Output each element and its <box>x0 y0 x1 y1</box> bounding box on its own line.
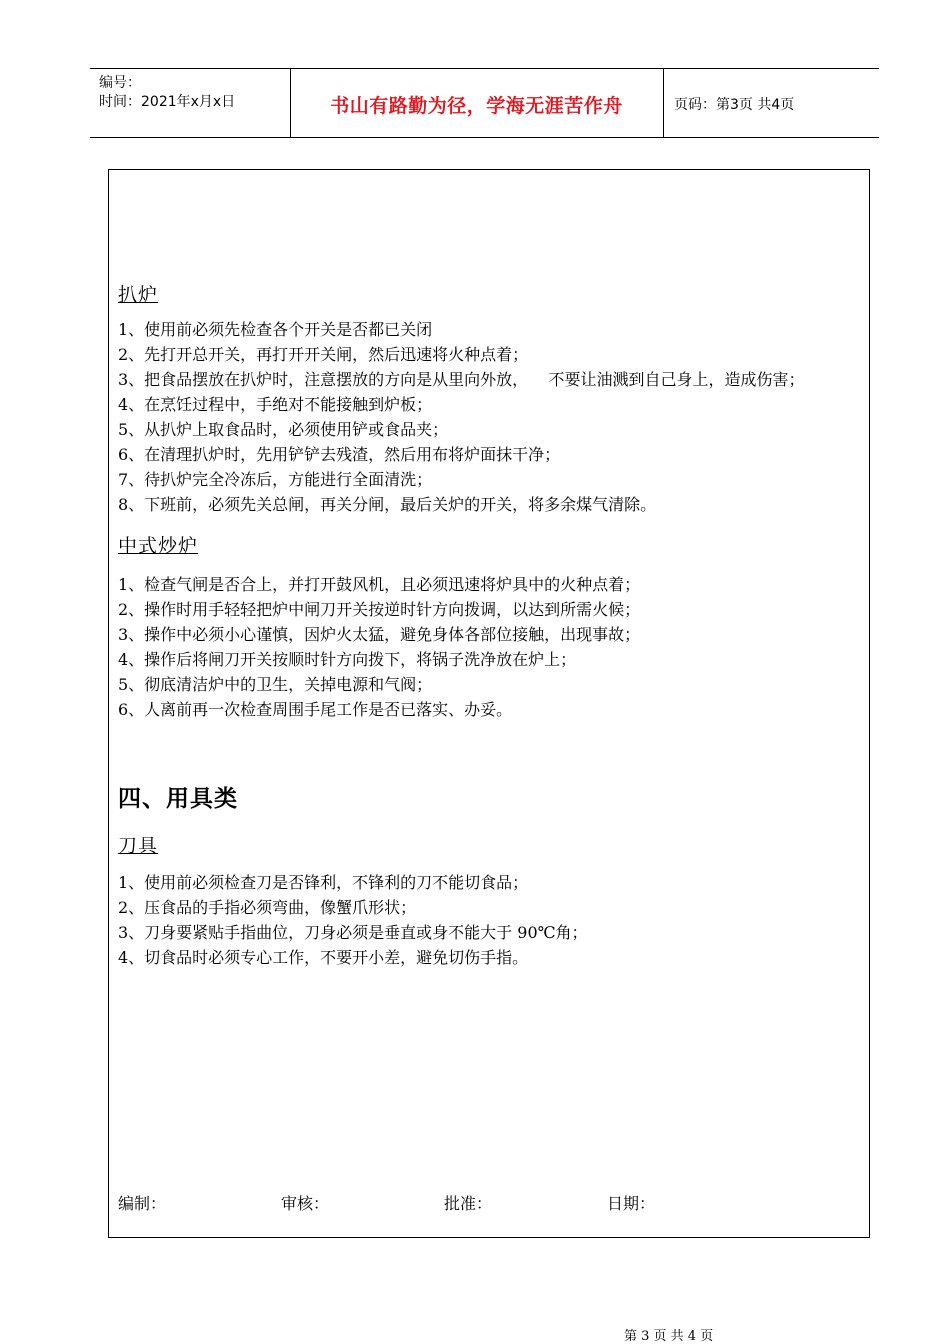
list-item: 5、彻底清洁炉中的卫生，关掉电源和气阀； <box>118 675 433 694</box>
signature-approved: 批准： <box>444 1194 493 1213</box>
list-item: 8、下班前，必须先关总闸，再关分闸，最后关炉的开关，将多余煤气清除。 <box>118 495 657 514</box>
list-item: 3、操作中必须小心谨慎，因炉火太猛，避免身体各部位接触，出现事故； <box>118 625 641 644</box>
document-time-label: 时间：2021年x月x日 <box>99 94 236 110</box>
document-header <box>90 68 879 138</box>
list-item: 2、先打开总开关，再打开开关闸，然后迅速将火种点着； <box>118 345 529 364</box>
main-content <box>118 280 866 970</box>
header-page-number: 页码：第3页 共4页 <box>674 97 795 113</box>
list-item: 7、待扒炉完全冷冻后，方能进行全面清洗； <box>118 470 433 489</box>
list-item: 6、在清理扒炉时，先用铲铲去残渣，然后用布将炉面抹干净； <box>118 445 561 464</box>
list-item: 4、操作后将闸刀开关按顺时针方向拨下，将锅子洗净放在炉上； <box>118 650 577 669</box>
signature-compiled: 编制： <box>118 1194 167 1213</box>
list-item: 4、在烹饪过程中，手绝对不能接触到炉板； <box>118 395 433 414</box>
chapter-title: 四、用具类 <box>118 786 238 812</box>
list-item: 3、把食品摆放在扒炉时，注意摆放的方向是从里向外放， 不要让油溅到自己身上，造成伤害； <box>118 370 805 389</box>
section-title-knife: 刀具 <box>118 835 159 857</box>
list-item: 1、使用前必须检查刀是否锋利，不锋利的刀不能切食品； <box>118 873 529 892</box>
list-item: 6、人离前再一次检查周围手尾工作是否已落实、办妥。 <box>118 700 513 719</box>
list-item: 1、检查气闸是否合上，并打开鼓风机，且必须迅速将炉具中的火种点着； <box>118 575 641 594</box>
header-motto: 书山有路勤为径，学海无涯苦作舟 <box>330 95 623 117</box>
list-item: 4、切食品时必须专心工作，不要开小差，避免切伤手指。 <box>118 948 529 967</box>
page-footer: 第 3 页 共 4 页 <box>624 1329 714 1344</box>
signature-date: 日期： <box>607 1194 656 1213</box>
section-title-griddle: 扒炉 <box>118 284 159 306</box>
list-item: 2、操作时用手轻轻把炉中闸刀开关按逆时针方向拨调，以达到所需火候； <box>118 600 641 619</box>
header-page-cell <box>664 69 879 137</box>
list-item: 1、使用前必须先检查各个开关是否都已关闭 <box>118 320 433 339</box>
header-info-cell <box>90 69 291 137</box>
list-item: 2、压食品的手指必须弯曲，像蟹爪形状； <box>118 898 417 917</box>
signature-reviewed: 审核： <box>281 1194 330 1213</box>
list-item: 3、刀身要紧贴手指曲位，刀身必须是垂直或身不能大于 90℃角； <box>118 923 588 942</box>
document-number-label: 编号： <box>99 75 141 91</box>
list-item: 5、从扒炉上取食品时，必须使用铲或食品夹； <box>118 420 449 439</box>
section-title-wok: 中式炒炉 <box>118 535 199 557</box>
header-motto-cell <box>290 69 664 137</box>
